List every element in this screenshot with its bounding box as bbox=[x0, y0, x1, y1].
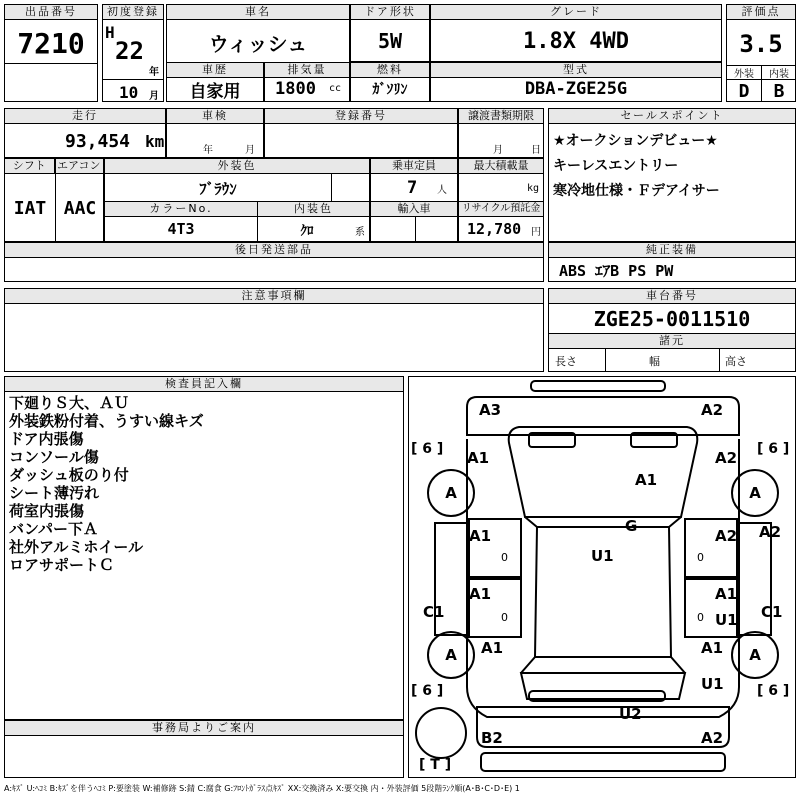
int-color-label: 内装色 bbox=[294, 202, 333, 215]
inspector-note: ダッシュ板のり付 bbox=[9, 466, 129, 484]
notes-label: 注意事項欄 bbox=[5, 289, 543, 304]
reg-no-box bbox=[264, 108, 458, 158]
car-name-label: 車名 bbox=[167, 5, 349, 20]
interior-score: B bbox=[773, 80, 785, 102]
damage-mark: A1 bbox=[715, 585, 738, 603]
tire-count-rr: [ 6 ] bbox=[757, 683, 790, 699]
inspector-label: 検査員記入欄 bbox=[5, 377, 403, 392]
score-label: 評価点 bbox=[727, 5, 795, 20]
int-color-unit: 系 bbox=[355, 227, 365, 238]
damage-mark: A1 bbox=[469, 585, 492, 603]
tire-count-fr: [ 6 ] bbox=[757, 441, 790, 457]
damage-mark: A1 bbox=[469, 527, 492, 545]
selling-point: 寒冷地仕様・Ｆデアイサー bbox=[553, 183, 720, 199]
damage-mark: A2 bbox=[759, 523, 782, 541]
damage-mark: A2 bbox=[715, 527, 738, 545]
inspector-note: 外装鉄粉付着、うすい線キズ bbox=[9, 412, 204, 430]
damage-mark: G bbox=[625, 517, 638, 535]
damage-mark: B2 bbox=[481, 729, 503, 747]
chassis-box bbox=[548, 288, 796, 372]
inspector-note: コンソール傷 bbox=[9, 448, 99, 466]
capacity-unit: 人 bbox=[437, 185, 447, 196]
inspector-box bbox=[4, 376, 404, 720]
office-box bbox=[4, 720, 404, 778]
wheel-rear-left bbox=[427, 631, 475, 679]
spare-tire bbox=[415, 707, 467, 759]
car-outline bbox=[409, 377, 795, 777]
inspection-label: 車検 bbox=[167, 109, 263, 124]
selling-point: ★オークションデビュー★ bbox=[553, 133, 718, 149]
damage-mark: A1 bbox=[701, 639, 724, 657]
recycle-label: リサイクル預託金 bbox=[459, 202, 543, 217]
width-label: 幅 bbox=[649, 355, 660, 368]
model-box bbox=[430, 62, 722, 102]
door-label: ドア形状 bbox=[351, 5, 429, 20]
fuel-label: 燃料 bbox=[351, 63, 429, 78]
lot-box bbox=[4, 4, 98, 102]
damage-mark: U1 bbox=[701, 675, 724, 693]
inspector-note: ドア内張傷 bbox=[9, 430, 84, 448]
door-box bbox=[350, 4, 430, 62]
inspector-note: ロアサポートＣ bbox=[9, 556, 115, 574]
tire-count-fl: [ 6 ] bbox=[411, 441, 444, 457]
door-mark: 0 bbox=[697, 551, 704, 564]
tire-count-rl: [ 6 ] bbox=[411, 683, 444, 699]
door-mark: 0 bbox=[501, 551, 508, 564]
spec-label: 諸元 bbox=[549, 334, 795, 349]
recycle-unit: 円 bbox=[531, 227, 541, 238]
door-mark: 0 bbox=[501, 611, 508, 624]
shift-ac-header bbox=[5, 159, 103, 174]
ext-color: ﾌﾞﾗｳﾝ bbox=[199, 179, 237, 198]
damage-mark: A2 bbox=[701, 729, 724, 747]
car-name: ウィッシュ bbox=[208, 31, 308, 56]
wheel-rear-right-mark: A bbox=[749, 646, 761, 664]
length-label: 長さ bbox=[555, 355, 577, 368]
recycle: 12,780 bbox=[467, 220, 522, 238]
shift-ac-box bbox=[4, 158, 104, 242]
wheel-front-left bbox=[427, 469, 475, 517]
door-type: 5W bbox=[377, 29, 403, 53]
shift-label: シフト bbox=[5, 159, 55, 173]
history-label: 車歴 bbox=[167, 63, 263, 78]
transfer-box bbox=[458, 108, 544, 158]
chassis-number: ZGE25-0011510 bbox=[593, 307, 751, 331]
capacity: 7 bbox=[407, 178, 418, 198]
wheel-rear-left-mark: A bbox=[445, 646, 457, 664]
spare-count: [ T ] bbox=[419, 757, 452, 773]
office-label: 事務局よりご案内 bbox=[5, 721, 403, 736]
equipment: ABS ｴｱB PS PW bbox=[559, 261, 674, 280]
damage-mark: U1 bbox=[715, 611, 738, 629]
transfer-month: 月 bbox=[493, 145, 503, 156]
equipment-box bbox=[548, 242, 796, 282]
import-label: 輸入車 bbox=[371, 202, 457, 217]
selling-points-list bbox=[553, 129, 720, 204]
capacity-box bbox=[370, 158, 458, 242]
later-parts-box bbox=[4, 242, 544, 282]
capacity-label: 乗車定員 bbox=[371, 159, 457, 174]
chassis-label: 車台番号 bbox=[549, 289, 795, 304]
notes-box bbox=[4, 288, 544, 372]
reg-no-label: 登録番号 bbox=[265, 109, 457, 124]
mileage: 93,454 bbox=[65, 130, 131, 152]
door-mark: 0 bbox=[697, 611, 704, 624]
era: H bbox=[105, 23, 115, 42]
damage-mark: A3 bbox=[479, 401, 502, 419]
transfer-label: 譲渡書類期限 bbox=[459, 109, 543, 124]
damage-mark: A2 bbox=[715, 449, 738, 467]
legend: A:ｷｽﾞ U:ﾍｺﾐ B:ｷｽﾞを伴うﾍｺﾐ P:要塗装 W:補修跡 S:錆 C:腐食 G:ﾌﾛﾝﾄｶﾞﾗｽ点ｷｽﾞ XX:交換済み X:要交換 内・外装評価 5段階ﾗﾝｸ順(A･B･C･D･E) 1 bbox=[4, 784, 520, 793]
grade: 1.8X 4WD bbox=[523, 28, 629, 54]
inspector-note: シート薄汚れ bbox=[9, 484, 100, 502]
damage-mark: C1 bbox=[423, 603, 445, 621]
year-unit: 年 bbox=[149, 67, 159, 78]
fuel-box bbox=[350, 62, 430, 102]
ext-color-label: 外装色 bbox=[105, 159, 369, 174]
lot-number: 7210 bbox=[17, 26, 85, 60]
interior-label: 内装 bbox=[769, 68, 789, 80]
lot-label: 出品番号 bbox=[5, 5, 97, 20]
damage-mark: A2 bbox=[701, 401, 724, 419]
color-no-label: カラーNo. bbox=[105, 202, 258, 216]
damage-mark: A1 bbox=[481, 639, 504, 657]
damage-mark: U2 bbox=[619, 705, 642, 723]
displacement-label: 排気量 bbox=[265, 63, 349, 78]
inspector-note: バンパー下Ａ bbox=[9, 520, 98, 538]
transfer-day: 日 bbox=[531, 145, 541, 156]
load-unit: kg bbox=[527, 183, 540, 194]
mileage-unit: km bbox=[145, 131, 165, 151]
model: DBA-ZGE25G bbox=[524, 79, 628, 99]
wheel-rear-right bbox=[731, 631, 779, 679]
displacement-box bbox=[264, 62, 350, 102]
displacement: 1800 bbox=[275, 79, 316, 99]
insp-month-unit: 月 bbox=[245, 145, 255, 156]
history-box bbox=[166, 62, 264, 102]
ac: AAC bbox=[63, 197, 97, 219]
color-no: 4T3 bbox=[167, 220, 195, 238]
first-reg-box bbox=[102, 4, 164, 102]
grade-label: グレード bbox=[431, 5, 721, 20]
insp-year-unit: 年 bbox=[203, 145, 213, 156]
wheel-front-right bbox=[731, 469, 779, 517]
load-label: 最大積載量 bbox=[459, 159, 543, 174]
ac-label: エアコン bbox=[57, 159, 101, 172]
history: 自家用 bbox=[189, 81, 241, 102]
score-box bbox=[726, 4, 796, 102]
month-unit: 月 bbox=[149, 91, 159, 102]
inspector-note: 荷室内張傷 bbox=[9, 502, 85, 520]
reg-year: 22 bbox=[115, 37, 144, 65]
mileage-box bbox=[4, 108, 166, 158]
first-reg-label: 初度登録 bbox=[103, 5, 163, 20]
selling-point: キーレスエントリー bbox=[553, 158, 679, 174]
inspector-note: 社外アルミホイール bbox=[9, 538, 144, 556]
height-label: 高さ bbox=[725, 355, 747, 368]
mileage-label: 走行 bbox=[5, 109, 165, 124]
later-parts-label: 後日発送部品 bbox=[5, 243, 543, 258]
wheel-front-right-mark: A bbox=[749, 484, 761, 502]
fuel: ｶﾞｿﾘﾝ bbox=[372, 82, 408, 98]
exterior-label: 外装 bbox=[734, 68, 754, 80]
inspector-note: 下廻りＳ大、ＡＵ bbox=[9, 394, 130, 412]
inspector-notes bbox=[9, 394, 204, 574]
equipment-label: 純正装備 bbox=[549, 243, 795, 258]
damage-mark: C1 bbox=[761, 603, 783, 621]
damage-diagram bbox=[408, 376, 796, 778]
color-sub-header bbox=[105, 202, 369, 217]
damage-mark: U1 bbox=[591, 547, 614, 565]
cc-unit: cc bbox=[329, 83, 342, 94]
selling-points-box bbox=[548, 108, 796, 242]
color-box bbox=[104, 158, 370, 242]
score: 3.5 bbox=[739, 30, 783, 58]
reg-month: 10 bbox=[119, 83, 139, 102]
exterior-score: D bbox=[738, 80, 750, 102]
inspection-box bbox=[166, 108, 264, 158]
load-box bbox=[458, 158, 544, 242]
damage-mark: A1 bbox=[467, 449, 490, 467]
damage-mark: A1 bbox=[635, 471, 658, 489]
model-label: 型式 bbox=[431, 63, 721, 78]
selling-points-label: セールスポイント bbox=[549, 109, 795, 124]
wheel-front-left-mark: A bbox=[445, 484, 457, 502]
grade-box bbox=[430, 4, 722, 62]
int-color: ｸﾛ bbox=[300, 223, 314, 239]
shift: IAT bbox=[13, 197, 47, 219]
